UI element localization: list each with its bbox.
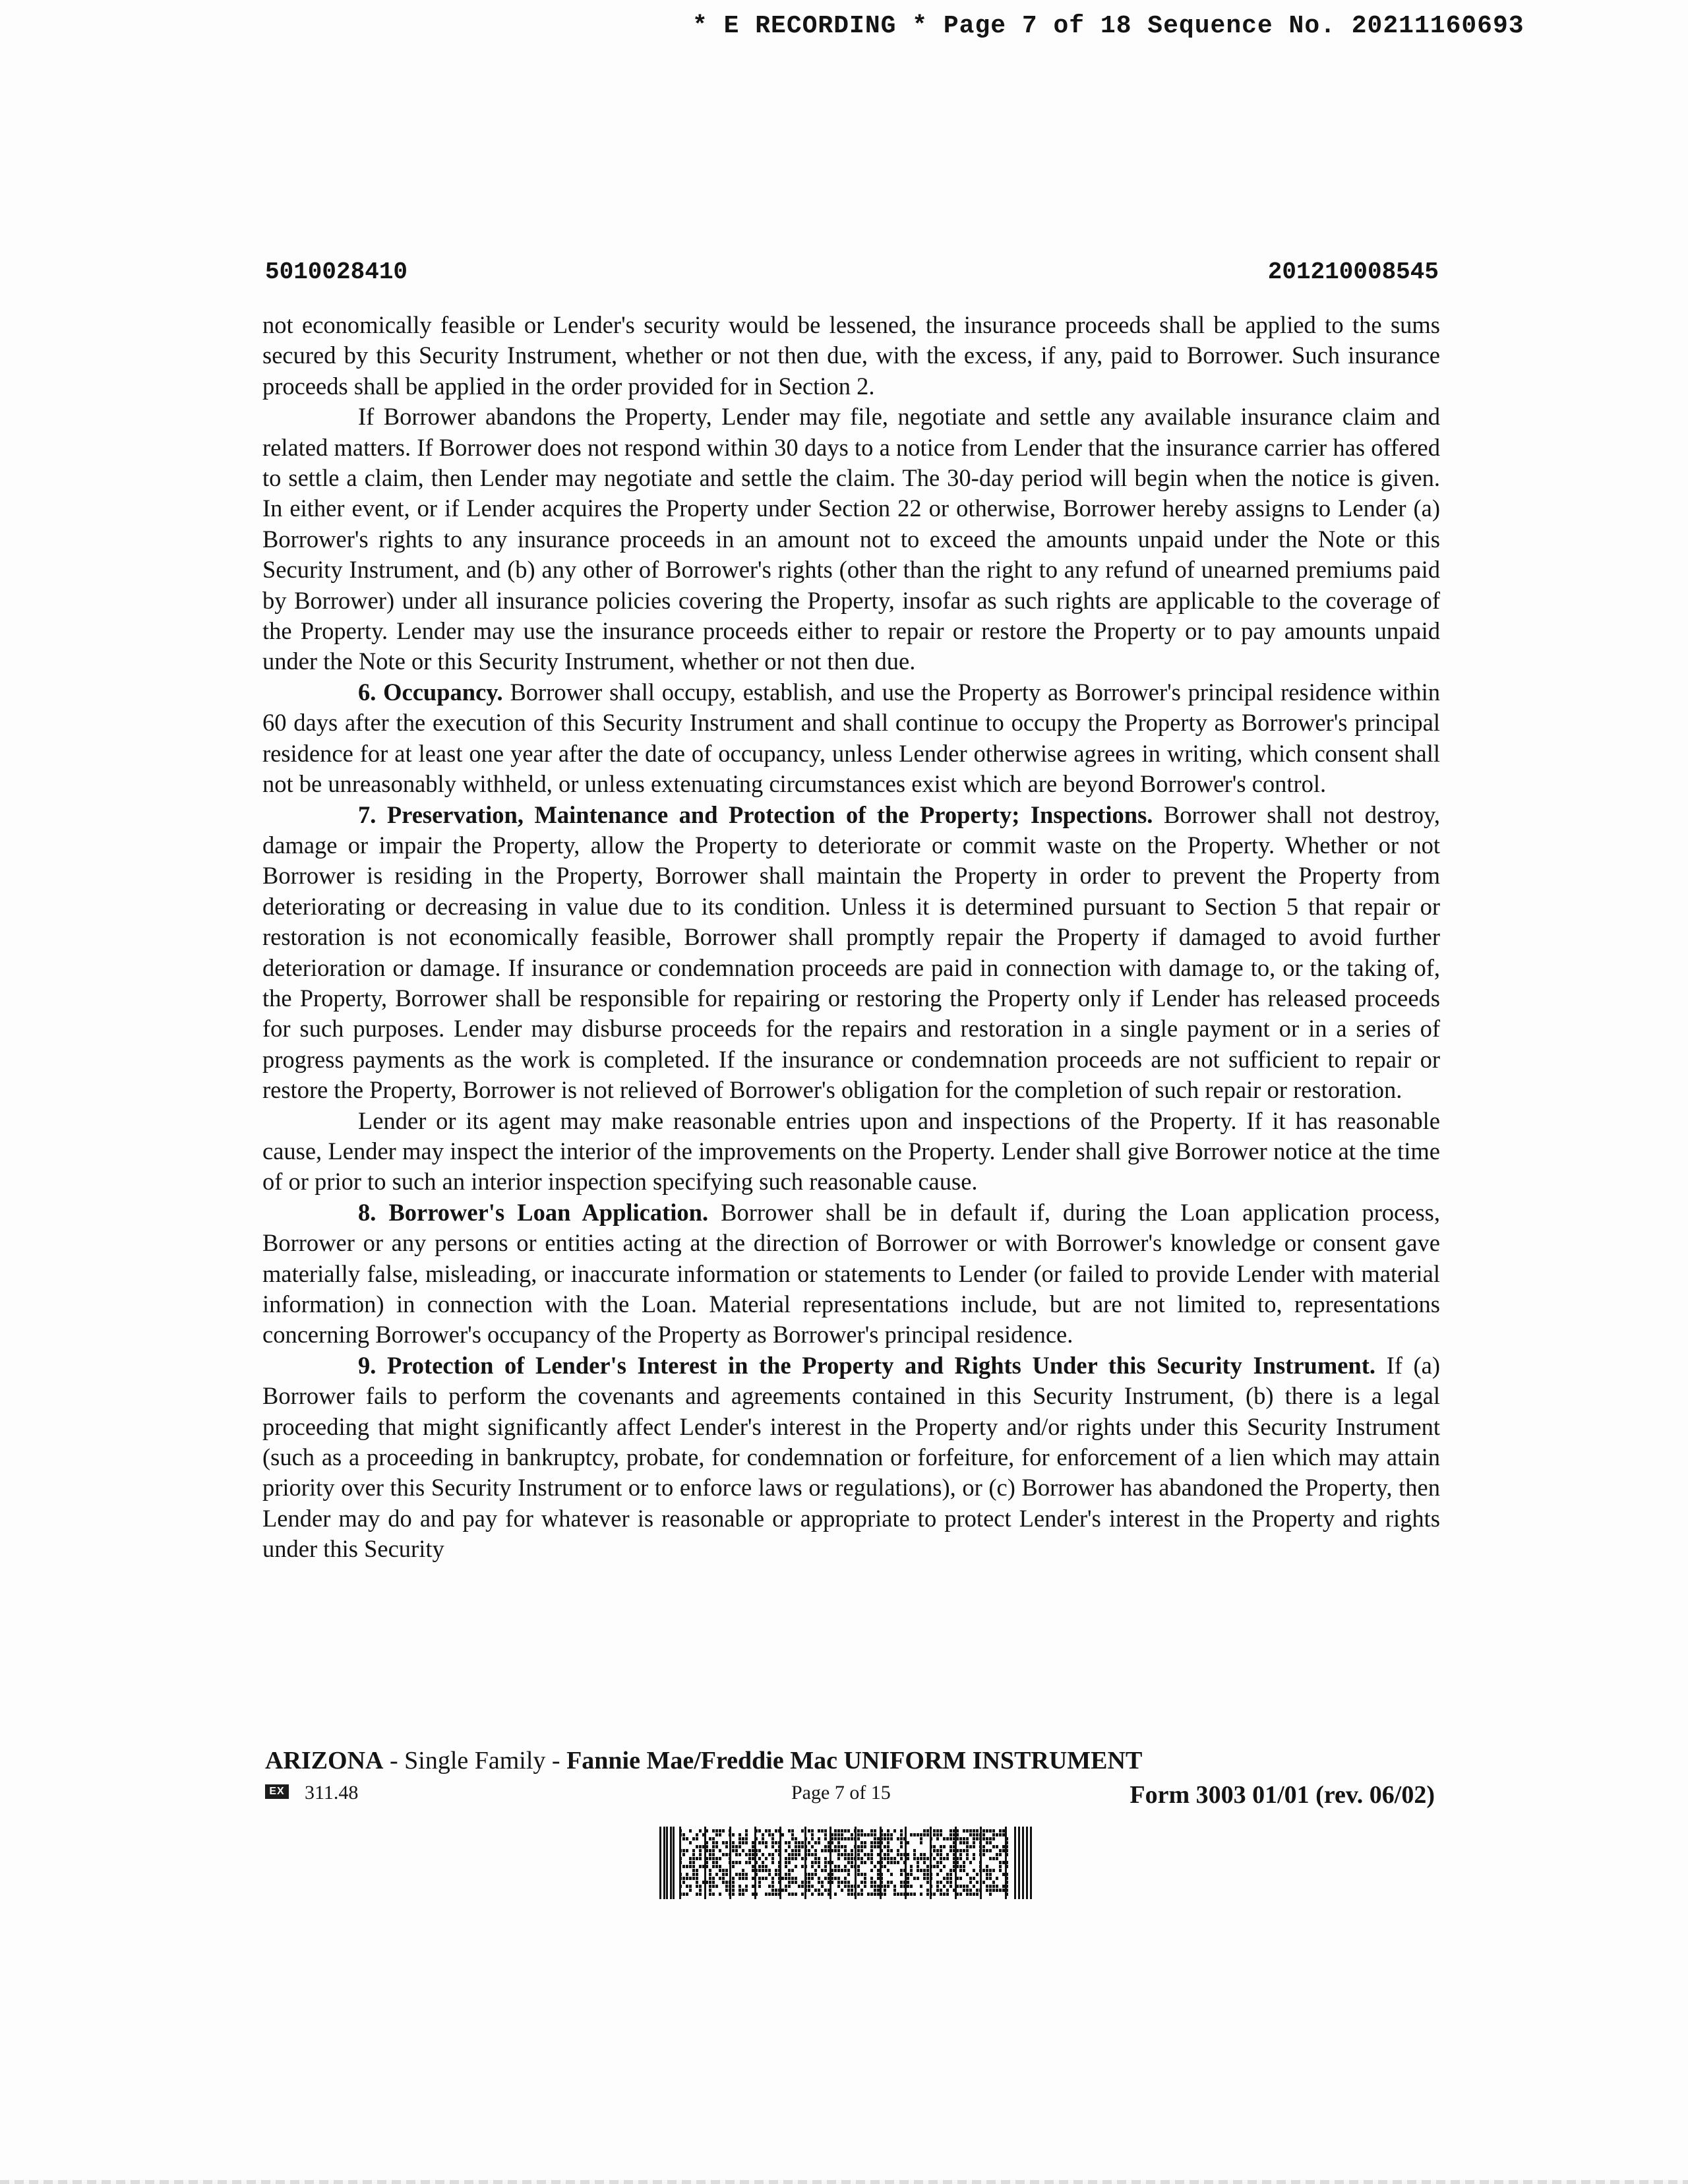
paragraph-text: If (a) Borrower fails to perform the covenants and agreements contained in this Security Instrument, (b) there is a legal proceeding that might significantly affect Lender's interest in the Property and/or rights under this Security Instrument (such as a proceeding in bankruptcy, probate, for condemnation or forfeiture, for enforcement of a lien which may attain priority over this Security Instrument or to enforce laws or regulations), or (c) Borrower has abandoned the Property, then Lender may do and pay for whatever is reasonable or appropriate to protect Lender's interest in the Property and rights under this Security [262, 1351, 1440, 1563]
section-heading: 8. Borrower's Loan Application. [358, 1198, 709, 1226]
loan-number: 5010028410 [265, 258, 408, 286]
paragraph [262, 1350, 1440, 1565]
paragraph [262, 800, 1440, 1106]
section-heading: 7. Preservation, Maintenance and Protection of the Property; Inspections. [358, 801, 1153, 828]
form-number: Form 3003 01/01 (rev. 06/02) [1130, 1781, 1435, 1809]
paragraph-text: Borrower shall be in default if, during the Loan application process, Borrower or any persons or entities acting at the direction of Borrower or with Borrower's knowledge or consent gave materially false, misleading, or inaccurate information or statements to Lender (or failed to provide Lender with material information) in connection with the Loan. Material representations include, but are not limited to, representations concerning Borrower's occupancy of the Property as Borrower's principal residence. [262, 1198, 1440, 1349]
paragraph [262, 677, 1440, 800]
recording-header: * E RECORDING * Page 7 of 18 Sequence No. 20211160693 [692, 12, 1524, 40]
paragraph [262, 310, 1440, 402]
scan-edge [0, 2180, 1688, 2184]
footer-title [265, 1746, 1439, 1775]
paragraph [262, 1106, 1440, 1198]
footer-row [265, 1780, 1439, 1809]
footer-instrument: Fannie Mae/Freddie Mac UNIFORM INSTRUMENT [566, 1747, 1143, 1774]
paragraph [262, 402, 1440, 677]
section-heading: 9. Protection of Lender's Interest in the Property and Rights Under this Security Instrument. [358, 1351, 1375, 1379]
form-logo-icon: EX [265, 1784, 289, 1799]
paragraph-text: not economically feasible or Lender's security would be lessened, the insurance proceeds shall be applied to the sums secured by this Security Instrument, whether or not then due, with the excess, if any, paid to Borrower. Such insurance proceeds shall be applied in the order provided for in Section 2. [262, 311, 1440, 400]
paragraph-text: If Borrower abandons the Property, Lender may file, negotiate and settle any available insurance claim and related matters. If Borrower does not respond within 30 days to a notice from Lender that the insurance carrier has offered to settle a claim, then Lender may negotiate and settle the claim. The 30-day period will begin when the notice is given. In either event, or if Lender acquires the Property under Section 22 or otherwise, Borrower hereby assigns to Lender (a) Borrower's rights to any insurance proceeds in an amount not to exceed the amounts unpaid under the Note or this Security Instrument, and (b) any other of Borrower's rights (other than the right to any refund of unearned premiums paid by Borrower) under all insurance policies covering the Property, insofar as such rights are applicable to the coverage of the Property. Lender may use the insurance proceeds either to repair or restore the Property or to pay amounts unpaid under the Note or this Security Instrument, whether or not then due. [262, 403, 1440, 675]
paragraph [262, 1198, 1440, 1350]
barcode-icon [659, 1827, 1034, 1899]
document-ids [265, 258, 1439, 286]
footer-state: ARIZONA [265, 1747, 384, 1774]
form-code: 311.48 [305, 1782, 359, 1804]
paragraph-text: Lender or its agent may make reasonable entries upon and inspections of the Property. If it has reasonable cause, Lender may inspect the interior of the improvements on the Property. Lender shall give Borrower notice at the time of or prior to such an interior inspection specifying such reasonable cause. [262, 1107, 1440, 1196]
paragraph-text: Borrower shall occupy, establish, and use the Property as Borrower's principal residence within 60 days after the execution of this Security Instrument and shall continue to occupy the Property as Borrower's principal residence for at least one year after the date of occupancy, unless Lender otherwise agrees in writing, which consent shall not be unreasonably withheld, or unless extenuating circumstances exist which are beyond Borrower's control. [262, 678, 1440, 798]
paragraph-text: Borrower shall not destroy, damage or impair the Property, allow the Property to deteriorate or commit waste on the Property. Whether or not Borrower is residing in the Property, Borrower shall maintain the Property in order to prevent the Property from deteriorating or decreasing in value due to its condition. Unless it is determined pursuant to Section 5 that repair or restoration is not economically feasible, Borrower shall promptly repair the Property if damaged to avoid further deterioration or damage. If insurance or condemnation proceeds are paid in connection with damage to, or the taking of, the Property, Borrower shall be responsible for repairing or restoring the Property only if Lender has released proceeds for such purposes. Lender may disburse proceeds for the repairs and restoration in a single payment or in a series of progress payments as the work is completed. If the insurance or condemnation proceeds are not sufficient to repair or restore the Property, Borrower is not relieved of Borrower's obligation for the completion of such repair or restoration. [262, 801, 1441, 1104]
document-body [262, 310, 1440, 1565]
page-number: Page 7 of 15 [791, 1782, 891, 1804]
footer-separator: - Single Family - [383, 1747, 567, 1774]
recording-number: 201210008545 [1267, 258, 1439, 286]
section-heading: 6. Occupancy. [358, 678, 503, 706]
